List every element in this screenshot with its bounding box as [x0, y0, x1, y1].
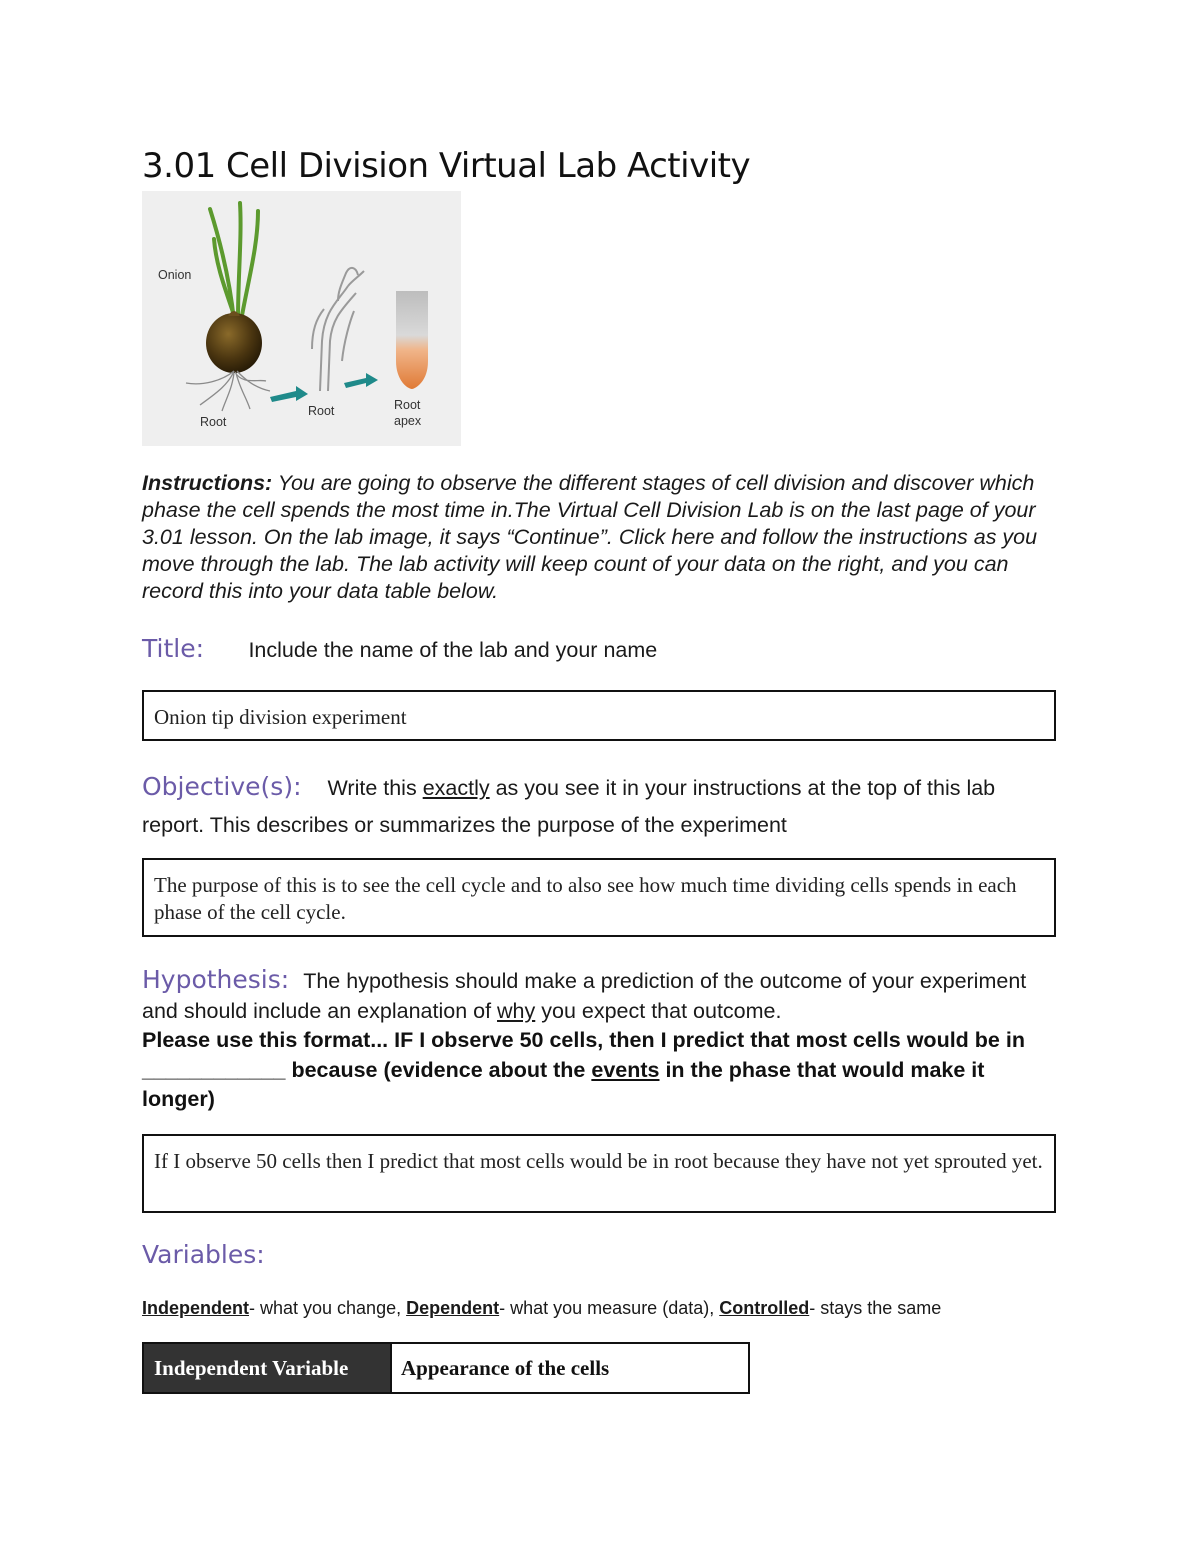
instructions-lead: Instructions: [142, 471, 273, 495]
title-row [142, 634, 657, 663]
independent-variable-value[interactable]: Appearance of the cells [390, 1344, 748, 1392]
instructions-paragraph [142, 470, 1062, 605]
hypothesis-format [142, 1028, 1025, 1111]
process-arrows [270, 373, 378, 402]
hypothesis-format-underline: events [591, 1057, 660, 1082]
hypothesis-hint-b: you expect that outcome. [535, 998, 782, 1023]
onion-root-figure [142, 191, 461, 446]
label-onion: Onion [158, 268, 192, 282]
variables-table [142, 1342, 750, 1394]
controlled-term: Controlled [719, 1298, 810, 1318]
variables-label: Variables: [142, 1240, 265, 1269]
instructions-body: You are going to observe the different stages of cell division and discover which phase the cell spends the most time in.The Virtual Cell Division Lab is on the last page of your 3.01 lesson. On the lab image, it says “Continue”. Click here and follow the instructions as you move through the lab. The lab activity will keep count of your data on the right, and you can record this into your data table below. [142, 471, 1038, 603]
title-answer-box[interactable]: Onion tip division experiment [142, 690, 1056, 741]
objective-hint-b: as you see it in your instructions at the top of this lab report. This describes or summarizes the purpose of the experiment [142, 776, 996, 837]
dependent-desc: - what you measure (data), [499, 1298, 720, 1318]
title-label: Title: [142, 634, 204, 663]
label-root-left: Root [200, 415, 227, 429]
variables-row [142, 1240, 265, 1269]
hypothesis-answer-box[interactable]: If I observe 50 cells then I predict that most cells would be in root because they have not yet sprouted yet. [142, 1134, 1056, 1213]
onion-bulb [206, 313, 262, 373]
hypothesis-hint-underline: why [497, 998, 536, 1023]
hypothesis-label: Hypothesis: [142, 965, 290, 994]
label-root-apex-2: apex [394, 414, 422, 428]
title-hint: Include the name of the lab and your name [248, 638, 658, 662]
independent-term: Independent [142, 1298, 249, 1318]
onion-roots [186, 371, 270, 411]
variables-legend [142, 1298, 941, 1319]
hypothesis-format-b: in the phase that would make it longer) [142, 1057, 985, 1111]
hypothesis-format-a: Please use this format... IF I observe 50 cells, then I predict that most cells would be in ____________ because (evidence about the [142, 1028, 1025, 1082]
objective-answer-box[interactable]: The purpose of this is to see the cell cycle and to also see how much time dividing cells spends in each phase of the cell cycle. [142, 858, 1056, 937]
dependent-term: Dependent [406, 1298, 500, 1318]
objective-hint-a: Write this [327, 776, 423, 800]
hypothesis-block [142, 966, 1062, 1116]
onion-leaves [210, 203, 258, 321]
hypothesis-hint-a: The hypothesis should make a prediction of the outcome of your experiment and should include an explanation of [142, 969, 1027, 1023]
label-root-mid: Root [308, 404, 335, 418]
objective-block [142, 770, 1062, 845]
controlled-desc: - stays the same [809, 1298, 942, 1318]
independent-variable-header: Independent Variable [144, 1344, 390, 1392]
onion-root-illustration [142, 191, 461, 446]
objective-label: Objective(s): [142, 772, 302, 801]
document-title: 3.01 Cell Division Virtual Lab Activity [142, 146, 751, 186]
root-apex-tip [396, 291, 428, 389]
root-sprout [312, 268, 364, 391]
label-root-apex-1: Root [394, 398, 421, 412]
objective-hint-underline: exactly [422, 776, 490, 800]
independent-desc: - what you change, [249, 1298, 407, 1318]
